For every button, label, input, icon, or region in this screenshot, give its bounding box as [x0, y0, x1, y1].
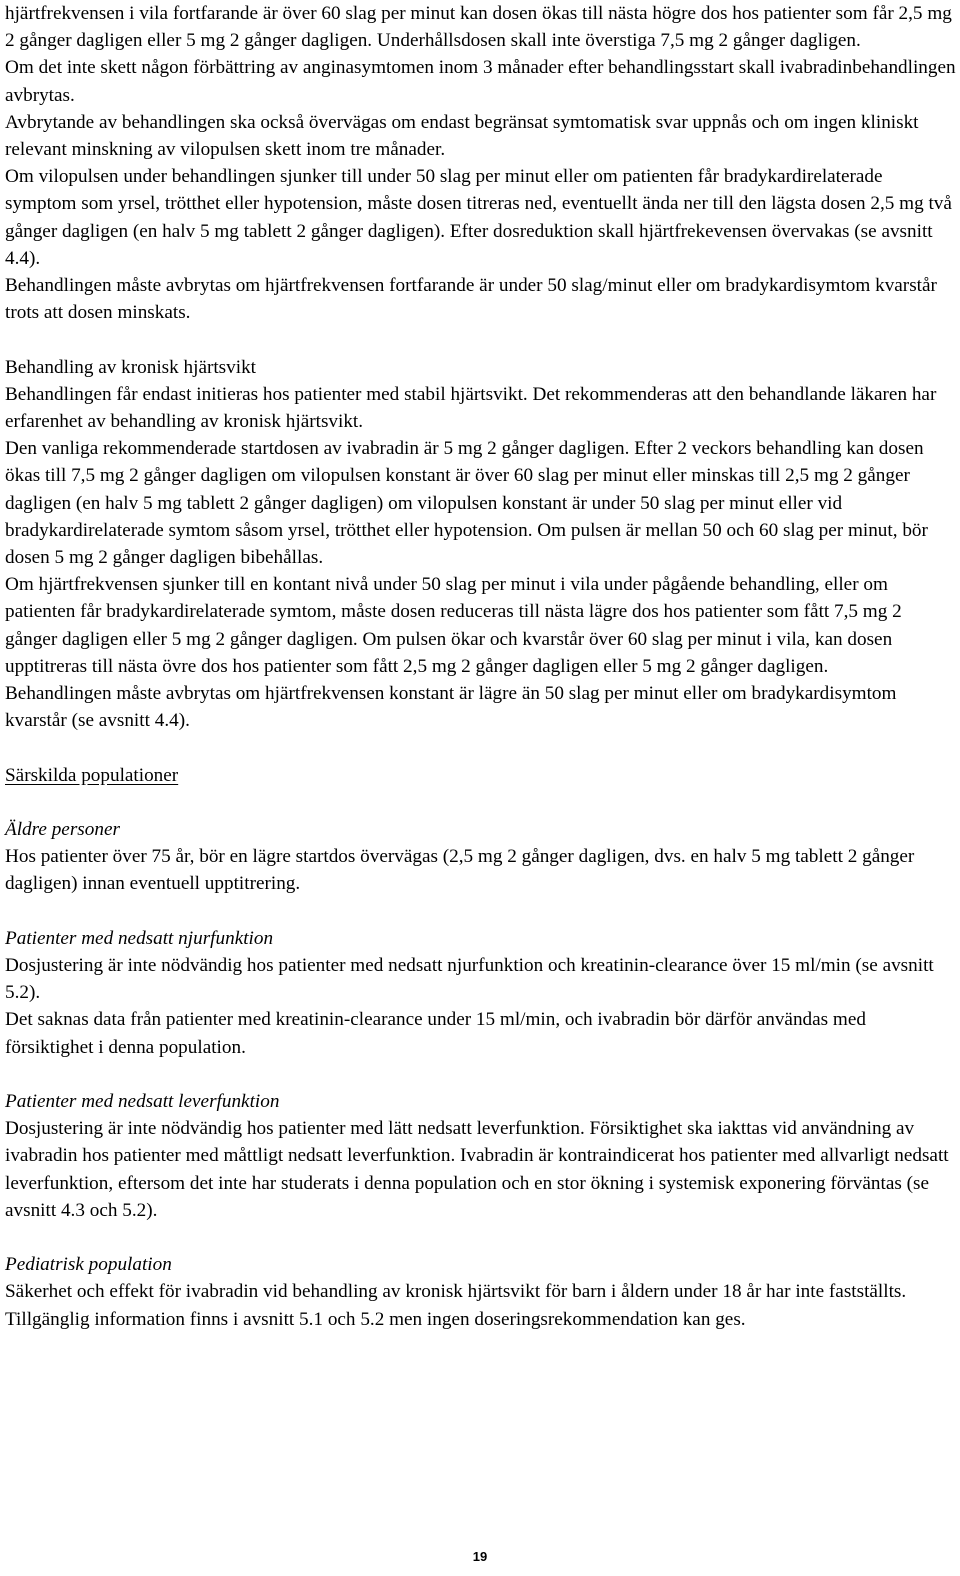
page-number: 19: [472, 1549, 488, 1564]
heart-failure-paragraph: Den vanliga rekommenderade startdosen av ivabradin är 5 mg 2 gånger dagligen. Efter 2 veckors behandling kan dosen ökas till 7,5 mg 2 gånger dagligen om vilopulsen konstant är över 60 slag per minut eller minskas till 2,5 mg 2 gånger dagligen (en halv 5 mg tablett 2 gånger dagligen) om vilopulsen konstant är under 50 slag per minut eller vid bradykardirelaterade symtom såsom yrsel, trötthet eller hypotension. Om pulsen är mellan 50 och 60 slag per minut, bör dosen 5 mg 2 gånger dagligen bibehållas.: [5, 438, 928, 569]
paragraph-discontinuation: Avbrytande av behandlingen ska också övervägas om endast begränsat symtomatisk svar uppnås och om ingen kliniskt relevant minskning av vilopulsen skett inom tre månader.: [5, 111, 919, 161]
paragraph-bradycardia-titration: Om vilopulsen under behandlingen sjunker till under 50 slag per minut eller om patienten får bradykardirelaterade symptom som yrsel, trötthet eller hypotension, måste dosen titreras ned, eventuellt ända ner till den lägsta dosen 2,5 mg två gånger dagligen (en halv 5 mg tablett 2 gånger dagligen). Efter dosreduktion skall hjärtfrekevensen övervakas (se avsnitt 4.4).: [5, 166, 952, 269]
paragraph-no-improvement: Om det inte skett någon förbättring av anginasymtomen inom 3 månader efter behandlingsstart skall ivabradinbehandlingen avbrytas.: [5, 57, 956, 106]
heart-failure-paragraph: Behandlingen måste avbrytas om hjärtfrekvensen konstant är lägre än 50 slag per minut eller om bradykardisymtom kvarstår (se avsnitt 4.4).: [5, 683, 897, 732]
renal-heading: Patienter med nedsatt njurfunktion: [5, 927, 274, 949]
spacer: [5, 734, 957, 761]
spacer: [5, 1224, 957, 1251]
paragraph-must-stop: Behandlingen måste avbrytas om hjärtfrekvensen fortfarande är under 50 slag/minut eller om bradykardisymtom kvarstår trots att dosen minskats.: [5, 275, 937, 324]
elderly-heading: Äldre personer: [5, 819, 120, 841]
spacer: [5, 326, 957, 353]
special-populations-heading-text: Särskilda populationer: [5, 764, 179, 786]
document-page: [5, 0, 957, 1333]
heart-failure-paragraph: Om hjärtfrekvensen sjunker till en kontant nivå under 50 slag per minut i vila under pågående behandling, eller om patienten får bradykardirelaterade symtom, måste dosen reduceras till nästa lägre dos hos patienter som fått 7,5 mg 2 gånger dagligen eller 5 mg 2 gånger dagligen. Om pulsen ökar och kvarstår över 60 slag per minut i vila, kan dosen upptitreras till nästa övre dos hos patienter som fått 2,5 mg 2 gånger dagligen eller 5 mg 2 gånger dagligen.: [5, 574, 902, 677]
renal-paragraph: Dosjustering är inte nödvändig hos patienter med nedsatt njurfunktion och kreatinin-clearance över 15 ml/min (se avsnitt 5.2).: [5, 955, 934, 1004]
paragraph-dose-increase: hjärtfrekvensen i vila fortfarande är över 60 slag per minut kan dosen ökas till nästa högre dos hos patienter som får 2,5 mg 2 gånger dagligen eller 5 mg 2 gånger dagligen. Underhållsdosen skall inte överstiga 7,5 mg 2 gånger dagligen.: [5, 3, 952, 52]
pediatric-paragraph: Tillgänglig information finns i avsnitt 5.1 och 5.2 men ingen doseringsrekommendation kan ges.: [5, 1308, 746, 1330]
spacer: [5, 898, 957, 925]
hepatic-paragraph: Dosjustering är inte nödvändig hos patienter med lätt nedsatt leverfunktion. Försiktighet ska iakttas vid användning av ivabradin hos patienter med måttligt nedsatt leverfunktion. Ivabradin är kontraindicerat hos patienter med allvarligt nedsatt leverfunktion, eftersom det inte har studerats i denna population och en stor ökning i systemisk exponering förväntas (se avsnitt 4.3 och 5.2).: [5, 1118, 949, 1221]
special-populations-heading: [5, 762, 957, 789]
pediatric-paragraph: Säkerhet och effekt för ivabradin vid behandling av kronisk hjärtsvikt för barn i åldern under 18 år har inte fastställts.: [5, 1281, 907, 1303]
elderly-paragraph: Hos patienter över 75 år, bör en lägre startdos övervägas (2,5 mg 2 gånger dagligen, dvs. en halv 5 mg tablett 2 gånger dagligen) innan eventuell upptitrering.: [5, 846, 915, 895]
pediatric-heading: Pediatrisk population: [5, 1254, 172, 1276]
renal-paragraph: Det saknas data från patienter med kreatinin-clearance under 15 ml/min, och ivabradin bör därför användas med försiktighet i denna population.: [5, 1009, 866, 1058]
heart-failure-heading: Behandling av kronisk hjärtsvikt: [5, 356, 257, 378]
heart-failure-paragraph: Behandlingen får endast initieras hos patienter med stabil hjärtsvikt. Det rekommenderas att den behandlande läkaren har erfarenhet av behandling av kronisk hjärtsvikt.: [5, 383, 937, 433]
spacer: [5, 789, 957, 816]
hepatic-heading: Patienter med nedsatt leverfunktion: [5, 1091, 280, 1113]
spacer: [5, 1061, 957, 1088]
